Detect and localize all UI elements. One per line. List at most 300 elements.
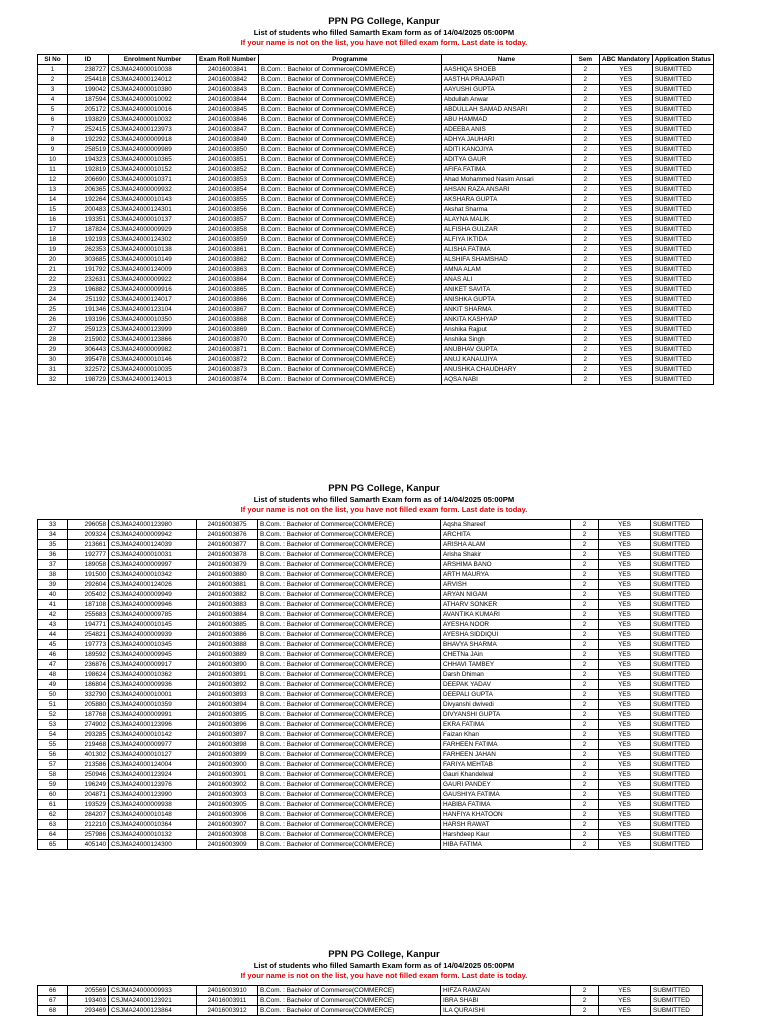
sem-cell: 2 (571, 325, 599, 335)
column-header: ABC Mandatory (599, 55, 652, 65)
application-status-cell: SUBMITTED (651, 700, 703, 710)
sem-cell: 2 (571, 520, 599, 530)
sem-cell: 2 (571, 650, 599, 660)
programme-cell: B.Com. : Bachelor of Commerce(COMMERCE) (258, 590, 441, 600)
sl-no-cell: 2 (38, 75, 68, 85)
table-row (38, 285, 714, 295)
sl-no-cell: 68 (38, 1006, 68, 1016)
list-title: List of students who filled Samarth Exam form as of 14/04/2025 05:00PM (253, 495, 515, 504)
application-status-cell: SUBMITTED (652, 275, 713, 285)
programme-cell: B.Com. : Bachelor of Commerce(COMMERCE) (258, 185, 441, 195)
id-cell: 259123 (68, 325, 109, 335)
enrolment-number-cell: CSJMA24000010031 (109, 550, 197, 560)
programme-cell: B.Com. : Bachelor of Commerce(COMMERCE) (258, 285, 441, 295)
id-cell: 192819 (68, 165, 109, 175)
name-cell: ADITI KANOJIYA (441, 145, 571, 155)
id-cell: 251192 (68, 295, 109, 305)
enrolment-number-cell: CSJMA24000124017 (109, 295, 197, 305)
sl-no-cell: 26 (38, 315, 68, 325)
sem-cell: 2 (571, 620, 599, 630)
exam-roll-number-cell: 24016003851 (197, 155, 259, 165)
programme-cell: B.Com. : Bachelor of Commerce(COMMERCE) (258, 660, 441, 670)
sl-no-cell: 67 (38, 996, 68, 1006)
abc-mandatory-cell: YES (599, 800, 651, 810)
table-header-row (38, 55, 714, 65)
application-status-cell: SUBMITTED (652, 95, 713, 105)
sl-no-cell: 42 (38, 610, 68, 620)
enrolment-number-cell: CSJMA24000010143 (109, 195, 197, 205)
abc-mandatory-cell: YES (599, 610, 651, 620)
enrolment-number-cell: CSJMA24000010365 (109, 155, 197, 165)
application-status-cell: SUBMITTED (651, 590, 703, 600)
application-status-cell: SUBMITTED (651, 630, 703, 640)
sl-no-cell: 49 (38, 680, 68, 690)
abc-mandatory-cell: YES (599, 155, 652, 165)
programme-cell: B.Com. : Bachelor of Commerce(COMMERCE) (258, 710, 441, 720)
programme-cell: B.Com. : Bachelor of Commerce(COMMERCE) (258, 135, 441, 145)
abc-mandatory-cell: YES (599, 640, 651, 650)
sl-no-cell: 16 (38, 215, 68, 225)
id-cell: 187824 (68, 225, 109, 235)
enrolment-number-cell: CSJMA24000010350 (109, 315, 197, 325)
abc-mandatory-cell: YES (599, 325, 652, 335)
abc-mandatory-cell: YES (599, 520, 651, 530)
programme-cell: B.Com. : Bachelor of Commerce(COMMERCE) (258, 365, 441, 375)
id-cell: 254418 (68, 75, 109, 85)
name-cell: Harshdeep Kaur (441, 830, 571, 840)
name-cell: Divyanshi dwivedi (441, 700, 571, 710)
programme-cell: B.Com. : Bachelor of Commerce(COMMERCE) (258, 225, 441, 235)
abc-mandatory-cell: YES (599, 560, 651, 570)
application-status-cell: SUBMITTED (651, 550, 703, 560)
enrolment-number-cell: CSJMA24000124302 (109, 235, 197, 245)
abc-mandatory-cell: YES (599, 530, 651, 540)
sem-cell: 2 (571, 530, 599, 540)
enrolment-number-cell: CSJMA24000010359 (109, 700, 197, 710)
warning-text: If your name is not on the list, you have not filled exam form. Last date is today. (240, 505, 528, 514)
name-cell: AMNA ALAM (441, 265, 571, 275)
id-cell: 200483 (68, 205, 109, 215)
exam-roll-number-cell: 24016003868 (197, 315, 259, 325)
table-row (38, 315, 714, 325)
sem-cell: 2 (571, 175, 599, 185)
abc-mandatory-cell: YES (599, 365, 652, 375)
id-cell: 205402 (68, 590, 109, 600)
sem-cell: 2 (571, 670, 599, 680)
sl-no-cell: 22 (38, 275, 68, 285)
abc-mandatory-cell: YES (599, 986, 651, 996)
application-status-cell: SUBMITTED (652, 225, 713, 235)
abc-mandatory-cell: YES (599, 770, 651, 780)
exam-roll-number-cell: 24016003908 (197, 830, 258, 840)
programme-cell: B.Com. : Bachelor of Commerce(COMMERCE) (258, 650, 441, 660)
enrolment-number-cell: CSJMA24000010138 (109, 245, 197, 255)
sem-cell: 2 (571, 760, 599, 770)
application-status-cell: SUBMITTED (651, 720, 703, 730)
table-row (38, 550, 703, 560)
sl-no-cell: 63 (38, 820, 68, 830)
sem-cell: 2 (571, 790, 599, 800)
enrolment-number-cell: CSJMA24000009917 (109, 660, 197, 670)
sem-cell: 2 (571, 185, 599, 195)
name-cell: CHETNa JAin (441, 650, 571, 660)
page-header (0, 16, 768, 48)
table-row (38, 820, 703, 830)
exam-roll-number-cell: 24016003900 (197, 760, 258, 770)
table-row (38, 305, 714, 315)
name-cell: AKSHARA GUPTA (441, 195, 571, 205)
name-cell: ANUSHKA CHAUDHARY (441, 365, 571, 375)
application-status-cell: SUBMITTED (652, 125, 713, 135)
exam-roll-number-cell: 24016003889 (197, 650, 258, 660)
enrolment-number-cell: CSJMA24000009932 (109, 185, 197, 195)
sl-no-cell: 32 (38, 375, 68, 385)
enrolment-number-cell: CSJMA24000123104 (109, 305, 197, 315)
programme-cell: B.Com. : Bachelor of Commerce(COMMERCE) (258, 690, 441, 700)
table-row (38, 185, 714, 195)
name-cell: ALAYNA MALIK (441, 215, 571, 225)
application-status-cell: SUBMITTED (652, 325, 713, 335)
name-cell: ILA QURAISHI (441, 1006, 571, 1016)
application-status-cell: SUBMITTED (651, 570, 703, 580)
enrolment-number-cell: CSJMA24000010035 (109, 365, 197, 375)
programme-cell: B.Com. : Bachelor of Commerce(COMMERCE) (258, 830, 441, 840)
name-cell: DIVYANSHI GUPTA (441, 710, 571, 720)
sem-cell: 2 (571, 540, 599, 550)
application-status-cell: SUBMITTED (652, 155, 713, 165)
id-cell: 274902 (68, 720, 109, 730)
id-cell: 213661 (68, 540, 109, 550)
sem-cell: 2 (571, 986, 599, 996)
sl-no-cell: 8 (38, 135, 68, 145)
programme-cell: B.Com. : Bachelor of Commerce(COMMERCE) (258, 95, 441, 105)
id-cell: 197773 (68, 640, 109, 650)
sl-no-cell: 60 (38, 790, 68, 800)
programme-cell: B.Com. : Bachelor of Commerce(COMMERCE) (258, 245, 441, 255)
table-row (38, 590, 703, 600)
application-status-cell: SUBMITTED (651, 740, 703, 750)
sl-no-cell: 61 (38, 800, 68, 810)
table-row (38, 730, 703, 740)
sem-cell: 2 (571, 600, 599, 610)
table-row (38, 345, 714, 355)
programme-cell: B.Com. : Bachelor of Commerce(COMMERCE) (258, 730, 441, 740)
exam-roll-number-cell: 24016003898 (197, 740, 258, 750)
sem-cell: 2 (571, 125, 599, 135)
exam-roll-number-cell: 24016003863 (197, 265, 259, 275)
programme-cell: B.Com. : Bachelor of Commerce(COMMERCE) (258, 315, 441, 325)
abc-mandatory-cell: YES (599, 105, 652, 115)
abc-mandatory-cell: YES (599, 255, 652, 265)
sl-no-cell: 39 (38, 580, 68, 590)
id-cell: 238727 (68, 65, 109, 75)
exam-roll-number-cell: 24016003879 (197, 560, 258, 570)
id-cell: 193351 (68, 215, 109, 225)
name-cell: ARCHITA (441, 530, 571, 540)
id-cell: 193829 (68, 115, 109, 125)
table-row (38, 235, 714, 245)
enrolment-number-cell: CSJMA24000010132 (109, 830, 197, 840)
table-row (38, 680, 703, 690)
name-cell: Ahad Mohammed Nasim Ansari (441, 175, 571, 185)
sl-no-cell: 41 (38, 600, 68, 610)
enrolment-number-cell: CSJMA24000010148 (109, 810, 197, 820)
application-status-cell: SUBMITTED (652, 355, 713, 365)
application-status-cell: SUBMITTED (652, 265, 713, 275)
sem-cell: 2 (571, 830, 599, 840)
sl-no-cell: 14 (38, 195, 68, 205)
programme-cell: B.Com. : Bachelor of Commerce(COMMERCE) (258, 580, 441, 590)
name-cell: ARTH MAURYA (441, 570, 571, 580)
id-cell: 205569 (68, 986, 109, 996)
sl-no-cell: 66 (38, 986, 68, 996)
exam-roll-number-cell: 24016003856 (197, 205, 259, 215)
programme-cell: B.Com. : Bachelor of Commerce(COMMERCE) (258, 760, 441, 770)
exam-roll-number-cell: 24016003875 (197, 520, 258, 530)
id-cell: 193403 (68, 996, 109, 1006)
name-cell: ABU HAMMAD (441, 115, 571, 125)
enrolment-number-cell: CSJMA24000009929 (109, 225, 197, 235)
sl-no-cell: 25 (38, 305, 68, 315)
programme-cell: B.Com. : Bachelor of Commerce(COMMERCE) (258, 275, 441, 285)
application-status-cell: SUBMITTED (651, 760, 703, 770)
table-row (38, 225, 714, 235)
name-cell: ANAS ALI (441, 275, 571, 285)
programme-cell: B.Com. : Bachelor of Commerce(COMMERCE) (258, 996, 441, 1006)
name-cell: ANKITA KASHYAP (441, 315, 571, 325)
abc-mandatory-cell: YES (599, 690, 651, 700)
programme-cell: B.Com. : Bachelor of Commerce(COMMERCE) (258, 600, 441, 610)
id-cell: 187108 (68, 600, 109, 610)
name-cell: ARSHIMA BANO (441, 560, 571, 570)
sem-cell: 2 (571, 560, 599, 570)
application-status-cell: SUBMITTED (652, 85, 713, 95)
name-cell: ALFIYA IKTIDA (441, 235, 571, 245)
sl-no-cell: 13 (38, 185, 68, 195)
exam-roll-number-cell: 24016003861 (197, 245, 259, 255)
exam-roll-number-cell: 24016003895 (197, 710, 258, 720)
name-cell: DEEPAK YADAV (441, 680, 571, 690)
abc-mandatory-cell: YES (599, 620, 651, 630)
application-status-cell: SUBMITTED (651, 680, 703, 690)
name-cell: Gauri Khandelwal (441, 770, 571, 780)
table-row (38, 540, 703, 550)
enrolment-number-cell: CSJMA24000124026 (109, 580, 197, 590)
name-cell: AVANTIKA KUMARI (441, 610, 571, 620)
exam-roll-number-cell: 24016003867 (197, 305, 259, 315)
enrolment-number-cell: CSJMA24000010137 (109, 215, 197, 225)
table-row (38, 750, 703, 760)
enrolment-number-cell: CSJMA24000009916 (109, 285, 197, 295)
application-status-cell: SUBMITTED (651, 790, 703, 800)
id-cell: 213586 (68, 760, 109, 770)
enrolment-number-cell: CSJMA24000124039 (109, 540, 197, 550)
programme-cell: B.Com. : Bachelor of Commerce(COMMERCE) (258, 125, 441, 135)
sl-no-cell: 47 (38, 660, 68, 670)
sl-no-cell: 43 (38, 620, 68, 630)
enrolment-number-cell: CSJMA24000124012 (109, 75, 197, 85)
id-cell: 187768 (68, 710, 109, 720)
application-status-cell: SUBMITTED (651, 640, 703, 650)
name-cell: HARSH RAWAT (441, 820, 571, 830)
id-cell: 193196 (68, 315, 109, 325)
enrolment-number-cell: CSJMA24000009997 (109, 560, 197, 570)
name-cell: Faizan Khan (441, 730, 571, 740)
table-row (38, 650, 703, 660)
exam-roll-number-cell: 24016003873 (197, 365, 259, 375)
id-cell: 293285 (68, 730, 109, 740)
enrolment-number-cell: CSJMA24000009946 (109, 600, 197, 610)
application-status-cell: SUBMITTED (652, 165, 713, 175)
abc-mandatory-cell: YES (599, 996, 651, 1006)
sem-cell: 2 (571, 155, 599, 165)
sem-cell: 2 (571, 65, 599, 75)
programme-cell: B.Com. : Bachelor of Commerce(COMMERCE) (258, 345, 441, 355)
exam-roll-number-cell: 24016003842 (197, 75, 259, 85)
table-row (38, 740, 703, 750)
application-status-cell: SUBMITTED (652, 65, 713, 75)
table-row (38, 770, 703, 780)
application-status-cell: SUBMITTED (652, 205, 713, 215)
sem-cell: 2 (571, 570, 599, 580)
application-status-cell: SUBMITTED (652, 305, 713, 315)
sem-cell: 2 (571, 840, 599, 850)
exam-roll-number-cell: 24016003884 (197, 610, 258, 620)
enrolment-number-cell: CSJMA24000123921 (109, 996, 197, 1006)
sem-cell: 2 (571, 750, 599, 760)
enrolment-number-cell: CSJMA24000010127 (109, 750, 197, 760)
abc-mandatory-cell: YES (599, 355, 652, 365)
programme-cell: B.Com. : Bachelor of Commerce(COMMERCE) (258, 295, 441, 305)
sem-cell: 2 (571, 265, 599, 275)
application-status-cell: SUBMITTED (652, 195, 713, 205)
sem-cell: 2 (571, 335, 599, 345)
programme-cell: B.Com. : Bachelor of Commerce(COMMERCE) (258, 680, 441, 690)
id-cell: 250946 (68, 770, 109, 780)
exam-roll-number-cell: 24016003912 (197, 1006, 258, 1016)
application-status-cell: SUBMITTED (651, 780, 703, 790)
exam-roll-number-cell: 24016003850 (197, 145, 259, 155)
id-cell: 204871 (68, 790, 109, 800)
application-status-cell: SUBMITTED (651, 540, 703, 550)
programme-cell: B.Com. : Bachelor of Commerce(COMMERCE) (258, 700, 441, 710)
enrolment-number-cell: CSJMA24000124004 (109, 760, 197, 770)
abc-mandatory-cell: YES (599, 590, 651, 600)
id-cell: 193529 (68, 800, 109, 810)
table-row (38, 205, 714, 215)
enrolment-number-cell: CSJMA24000009982 (109, 345, 197, 355)
programme-cell: B.Com. : Bachelor of Commerce(COMMERCE) (258, 810, 441, 820)
programme-cell: B.Com. : Bachelor of Commerce(COMMERCE) (258, 105, 441, 115)
sem-cell: 2 (571, 780, 599, 790)
enrolment-number-cell: CSJMA24000009989 (109, 145, 197, 155)
id-cell: 258519 (68, 145, 109, 155)
application-status-cell: SUBMITTED (652, 185, 713, 195)
abc-mandatory-cell: YES (599, 375, 652, 385)
sem-cell: 2 (571, 680, 599, 690)
id-cell: 191500 (68, 570, 109, 580)
enrolment-number-cell: CSJMA24000010149 (109, 255, 197, 265)
programme-cell: B.Com. : Bachelor of Commerce(COMMERCE) (258, 155, 441, 165)
id-cell: 186804 (68, 680, 109, 690)
programme-cell: B.Com. : Bachelor of Commerce(COMMERCE) (258, 265, 441, 275)
page-header (0, 483, 768, 515)
id-cell: 189058 (68, 560, 109, 570)
programme-cell: B.Com. : Bachelor of Commerce(COMMERCE) (258, 115, 441, 125)
exam-roll-number-cell: 24016003864 (197, 275, 259, 285)
programme-cell: B.Com. : Bachelor of Commerce(COMMERCE) (258, 530, 441, 540)
sl-no-cell: 18 (38, 235, 68, 245)
abc-mandatory-cell: YES (599, 215, 652, 225)
id-cell: 206365 (68, 185, 109, 195)
exam-roll-number-cell: 24016003886 (197, 630, 258, 640)
table-row (38, 570, 703, 580)
name-cell: HIFZA RAMZAN (441, 986, 571, 996)
column-header: Name (441, 55, 571, 65)
table-row (38, 840, 703, 850)
name-cell: AHSAN RAZA ANSARI (441, 185, 571, 195)
sl-no-cell: 59 (38, 780, 68, 790)
column-header: Enrolment Number (109, 55, 197, 65)
application-status-cell: SUBMITTED (652, 135, 713, 145)
sem-cell: 2 (571, 720, 599, 730)
sl-no-cell: 29 (38, 345, 68, 355)
exam-roll-number-cell: 24016003897 (197, 730, 258, 740)
sl-no-cell: 50 (38, 690, 68, 700)
sem-cell: 2 (571, 770, 599, 780)
table-row (38, 265, 714, 275)
exam-roll-number-cell: 24016003858 (197, 225, 259, 235)
sl-no-cell: 20 (38, 255, 68, 265)
name-cell: AYESHA NOOR (441, 620, 571, 630)
sl-no-cell: 56 (38, 750, 68, 760)
programme-cell: B.Com. : Bachelor of Commerce(COMMERCE) (258, 540, 441, 550)
sem-cell: 2 (571, 355, 599, 365)
programme-cell: B.Com. : Bachelor of Commerce(COMMERCE) (258, 790, 441, 800)
id-cell: 198729 (68, 375, 109, 385)
exam-roll-number-cell: 24016003872 (197, 355, 259, 365)
application-status-cell: SUBMITTED (651, 670, 703, 680)
sem-cell: 2 (571, 740, 599, 750)
sem-cell: 2 (571, 195, 599, 205)
sl-no-cell: 10 (38, 155, 68, 165)
table-row (38, 810, 703, 820)
table-row (38, 125, 714, 135)
sem-cell: 2 (571, 640, 599, 650)
application-status-cell: SUBMITTED (651, 800, 703, 810)
table-row (38, 610, 703, 620)
programme-cell: B.Com. : Bachelor of Commerce(COMMERCE) (258, 800, 441, 810)
table-row (38, 830, 703, 840)
name-cell: AAYUSHI GUPTA (441, 85, 571, 95)
abc-mandatory-cell: YES (599, 840, 651, 850)
sl-no-cell: 58 (38, 770, 68, 780)
table-row (38, 65, 714, 75)
enrolment-number-cell: CSJMA24000123864 (109, 1006, 197, 1016)
application-status-cell: SUBMITTED (651, 730, 703, 740)
sl-no-cell: 17 (38, 225, 68, 235)
sl-no-cell: 45 (38, 640, 68, 650)
table-row (38, 1006, 703, 1016)
exam-roll-number-cell: 24016003906 (197, 810, 258, 820)
exam-roll-number-cell: 24016003899 (197, 750, 258, 760)
name-cell: AFIFA FATIMA (441, 165, 571, 175)
sl-no-cell: 15 (38, 205, 68, 215)
programme-cell: B.Com. : Bachelor of Commerce(COMMERCE) (258, 550, 441, 560)
exam-roll-number-cell: 24016003903 (197, 790, 258, 800)
table-row (38, 95, 714, 105)
id-cell: 255683 (68, 610, 109, 620)
